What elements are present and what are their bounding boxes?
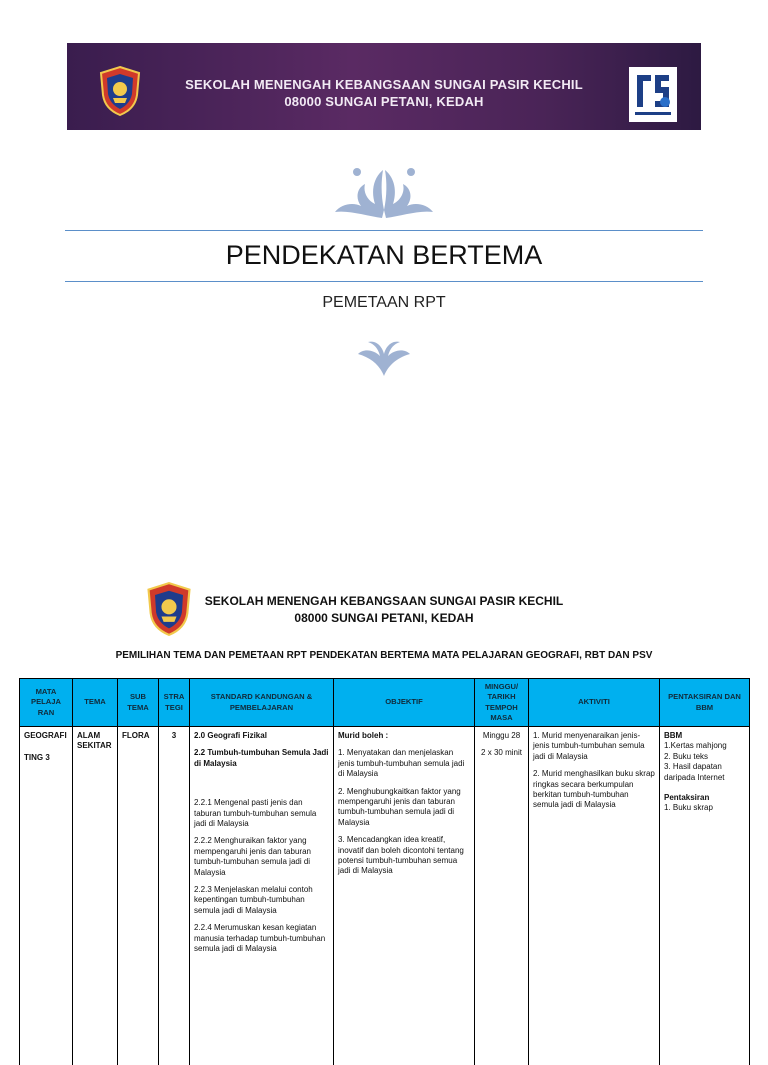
banner-school-name: SEKOLAH MENENGAH KEBANGSAAN SUNGAI PASIR KECHIL (67, 76, 701, 93)
header-standard: STANDARD KANDUNGAN & PEMBELAJARAN (190, 679, 334, 727)
page-subtitle: PEMETAAN RPT (0, 294, 768, 312)
bbm-title: BBM (664, 731, 745, 741)
scroll-ornament-icon (354, 336, 414, 378)
table-caption: PEMILIHAN TEMA DAN PEMETAAN RPT PENDEKATAN BERTEMA MATA PELAJARAN GEOGRAFI, RBT DAN PSV (0, 650, 768, 661)
cell-pentaksiran (660, 727, 750, 1065)
subject-name: GEOGRAFI (24, 731, 68, 741)
header-aktiviti: AKTIVITI (529, 679, 660, 727)
page-title: PENDEKATAN BERTEMA (0, 240, 768, 271)
standard-item: 2.2.4 Merumuskan kesan kegiatan manusia terhadap tumbuh-tumbuhan semula jadi di Malaysia (194, 923, 329, 954)
bbm-item: 1.Kertas mahjong (664, 741, 745, 751)
school-banner (67, 43, 701, 130)
activity-item: 1. Murid menyenaraikan jenis-jenis tumbuh-tumbuhan semula jadi di Malaysia (533, 731, 655, 762)
duration-label: 2 x 30 minit (479, 748, 524, 758)
cell-minggu (475, 727, 529, 1065)
cell-strategi: 3 (159, 727, 190, 1065)
divider-bottom (65, 281, 703, 282)
standard-item: 2.2.3 Menjelaskan melalui contoh kepentingan tumbuh-tumbuhan semula jadi di Malaysia (194, 885, 329, 916)
school-address: 08000 SUNGAI PETANI, KEDAH (0, 610, 768, 627)
cell-aktiviti (529, 727, 660, 1065)
table-header-row (20, 679, 750, 727)
bbm-item: 3. Hasil dapatan daripada Internet (664, 762, 745, 783)
objective-intro: Murid boleh : (338, 731, 470, 741)
rpt-table (19, 678, 750, 1065)
bbm-item: 2. Buku teks (664, 752, 745, 762)
cell-standard (190, 727, 334, 1065)
standard-item: 2.2.2 Menghuraikan faktor yang mempengaruhi jenis dan taburan tumbuh-tumbuhan semula jadi di Malaysia (194, 836, 329, 878)
cell-objektif (334, 727, 475, 1065)
assessment-item: 1. Buku skrap (664, 803, 745, 813)
header-pentaksiran: PENTAKSIRAN DAN BBM (660, 679, 750, 727)
activity-item: 2. Murid menghasilkan buku skrap ringkas secara berkumpulan berkitan tumbuh-tumbuhan semula jadi di Malaysia (533, 769, 655, 811)
objective-item: 2. Menghubungkaitkan faktor yang mempengaruhi jenis dan taburan tumbuh-tumbuhan semula jadi di Malaysia (338, 787, 470, 829)
banner-school-address: 08000 SUNGAI PETANI, KEDAH (67, 93, 701, 110)
standard-subheading: 2.2 Tumbuh-tumbuhan Semula Jadi di Malaysia (194, 748, 329, 769)
header-tema: TEMA (73, 679, 118, 727)
standard-heading: 2.0 Geografi Fizikal (194, 731, 329, 741)
header-objektif: OBJEKTIF (334, 679, 475, 727)
objective-item: 1. Menyatakan dan menjelaskan jenis tumbuh-tumbuhan semula jadi di Malaysia (338, 748, 470, 779)
cell-mata-pelajaran (20, 727, 73, 1065)
week-label: Minggu 28 (479, 731, 524, 741)
cell-tema: ALAM SEKITAR (73, 727, 118, 1065)
table-row (20, 727, 750, 1065)
divider-top (65, 230, 703, 231)
cell-sub-tema: FLORA (118, 727, 159, 1065)
anniversary-logo-icon (629, 67, 677, 122)
header-mata-pelajaran: MATA PELAJA RAN (20, 679, 73, 727)
standard-item: 2.2.1 Mengenal pasti jenis dan taburan tumbuh-tumbuhan semula jadi di Malaysia (194, 798, 329, 829)
header-strategi: STRA TEGI (159, 679, 190, 727)
form-level: TING 3 (24, 753, 68, 763)
objective-item: 3. Mencadangkan idea kreatif, inovatif dan boleh dicontohi tentang potensi tumbuh-tumbuhan semua jadi di Malaysia (338, 835, 470, 877)
header-sub-tema: SUB TEMA (118, 679, 159, 727)
school-name: SEKOLAH MENENGAH KEBANGSAAN SUNGAI PASIR KECHIL (0, 593, 768, 610)
assessment-title: Pentaksiran (664, 793, 745, 803)
header-minggu: MINGGU/ TARIKH TEMPOH MASA (475, 679, 529, 727)
floral-ornament-icon (327, 160, 441, 220)
